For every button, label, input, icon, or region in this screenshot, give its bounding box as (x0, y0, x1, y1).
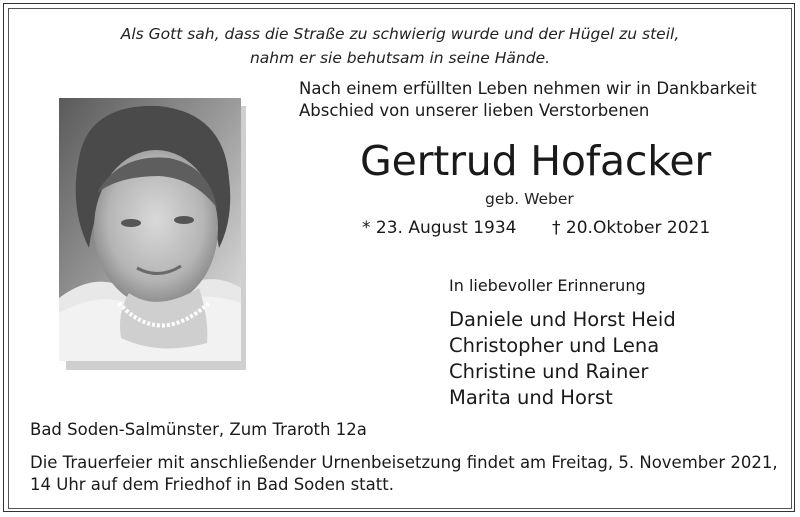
mourner: Christine und Rainer (449, 360, 649, 383)
mourners-list (449, 307, 676, 411)
quote (0, 22, 800, 70)
death-date: † 20.Oktober 2021 (552, 218, 711, 238)
service-notice (30, 452, 778, 496)
intro-line-2: Abschied von unserer lieben Verstorbenen (299, 101, 650, 120)
quote-line-2: nahm er sie behutsam in seine Hände. (249, 49, 551, 67)
memory-line: In liebevoller Erinnerung (449, 276, 646, 295)
portrait-illustration (59, 98, 241, 361)
intro-line-1: Nach einem erfüllten Leben nehmen wir in Dankbarkeit (299, 79, 757, 98)
service-line-1: Die Trauerfeier mit anschließender Urnenbeisetzung findet am Freitag, 5. November 2021, (30, 453, 778, 472)
service-line-2: 14 Uhr auf dem Friedhof in Bad Soden statt. (30, 475, 394, 494)
intro-text (299, 78, 757, 122)
deceased-name: Gertrud Hofacker (360, 137, 712, 185)
birth-date: * 23. August 1934 (362, 218, 517, 238)
quote-line-1: Als Gott sah, dass die Straße zu schwierig wurde und der Hügel zu steil, (120, 25, 680, 43)
maiden-name: geb. Weber (485, 190, 574, 208)
portrait-photo (59, 98, 241, 361)
address: Bad Soden-Salmünster, Zum Traroth 12a (30, 420, 367, 439)
mourner: Marita und Horst (449, 386, 613, 409)
mourner: Christopher und Lena (449, 334, 660, 357)
mourner: Daniele und Horst Heid (449, 308, 676, 331)
